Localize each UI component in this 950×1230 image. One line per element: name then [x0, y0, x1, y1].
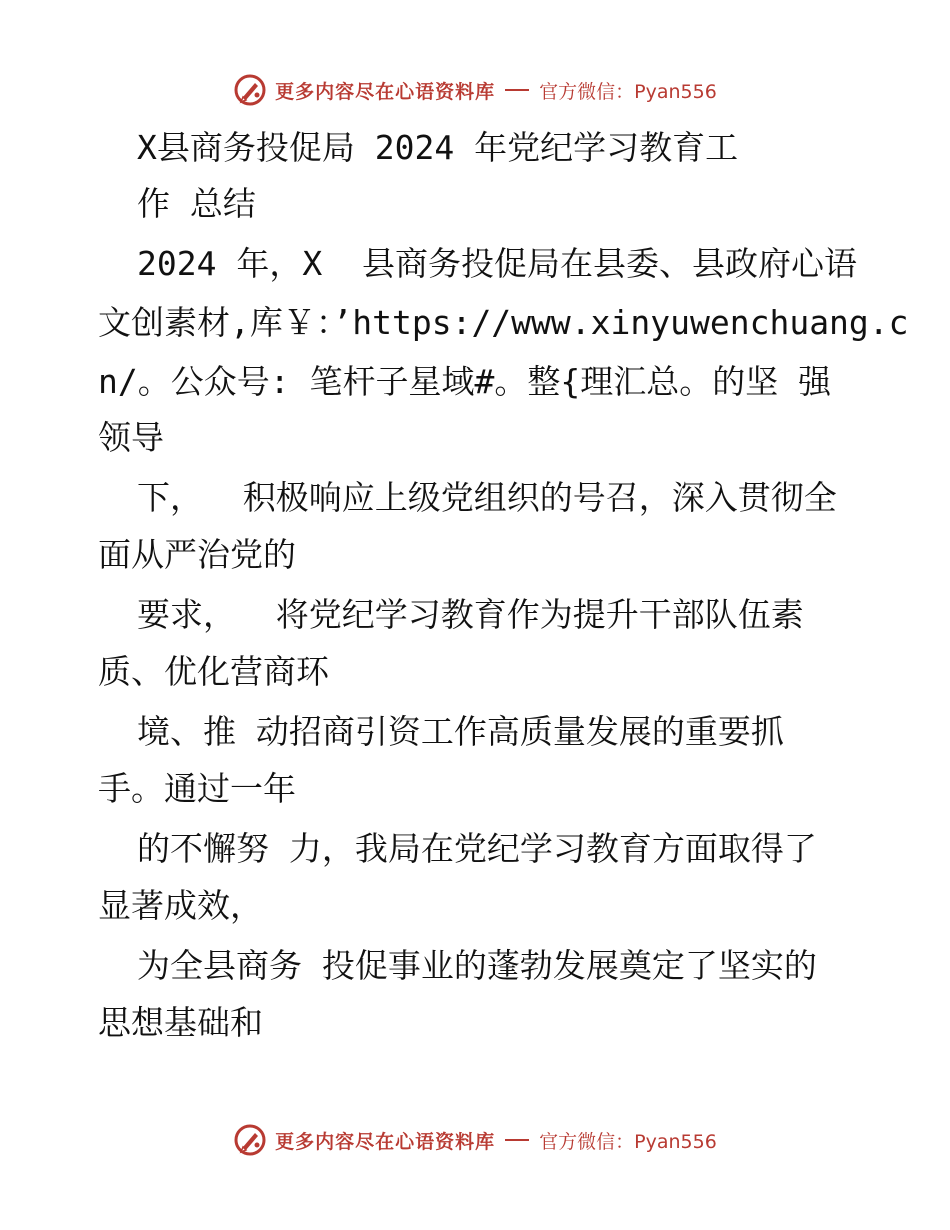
- body-line-12: 显著成效，: [98, 886, 263, 925]
- body-line-5: 下， 积极响应上级党组织的号召，深入贯彻全: [137, 478, 837, 517]
- body-line-6: 面从严治党的: [98, 535, 296, 574]
- watermark-wechat-text: 官方微信：Pyan556: [539, 80, 717, 103]
- body-line-10: 手。通过一年: [98, 769, 296, 808]
- body-line-8: 质、优化营商环: [98, 652, 329, 691]
- body-line-11: 的不懈努 力，我局在党纪学习教育方面取得了: [137, 829, 817, 868]
- watermark-wechat-text: 官方微信：Pyan556: [539, 1130, 717, 1153]
- watermark-dash: [505, 1139, 529, 1141]
- body-line-9: 境、推 动招商引资工作高质量发展的重要抓: [137, 712, 784, 751]
- body-line-4: 领导: [98, 418, 164, 457]
- title-line-2: 作 总结: [137, 184, 256, 223]
- body-line-14: 思想基础和: [98, 1003, 263, 1042]
- body-line-13: 为全县商务 投促事业的蓬勃发展奠定了坚实的: [137, 946, 817, 985]
- body-line-3: n/。公众号: 笔杆子星域#。整{理汇总。的坚 强: [98, 362, 832, 401]
- watermark-site-text: 更多内容尽在心语资料库: [275, 1130, 496, 1153]
- body-line-2: 文创素材,库￥：’https://www.xinyuwenchuang.c: [98, 303, 909, 342]
- body-line-7: 要求， 将党纪学习教育作为提升干部队伍素: [137, 595, 804, 634]
- footer-watermark: [0, 1120, 950, 1160]
- title-line-1: X县商务投促局 2024 年党纪学习教育工: [137, 128, 739, 167]
- pen-logo-icon: [233, 1123, 267, 1157]
- watermark-site-text: 更多内容尽在心语资料库: [275, 80, 496, 103]
- body-line-1: 2024 年，X 县商务投促局在县委、县政府心语: [137, 244, 857, 283]
